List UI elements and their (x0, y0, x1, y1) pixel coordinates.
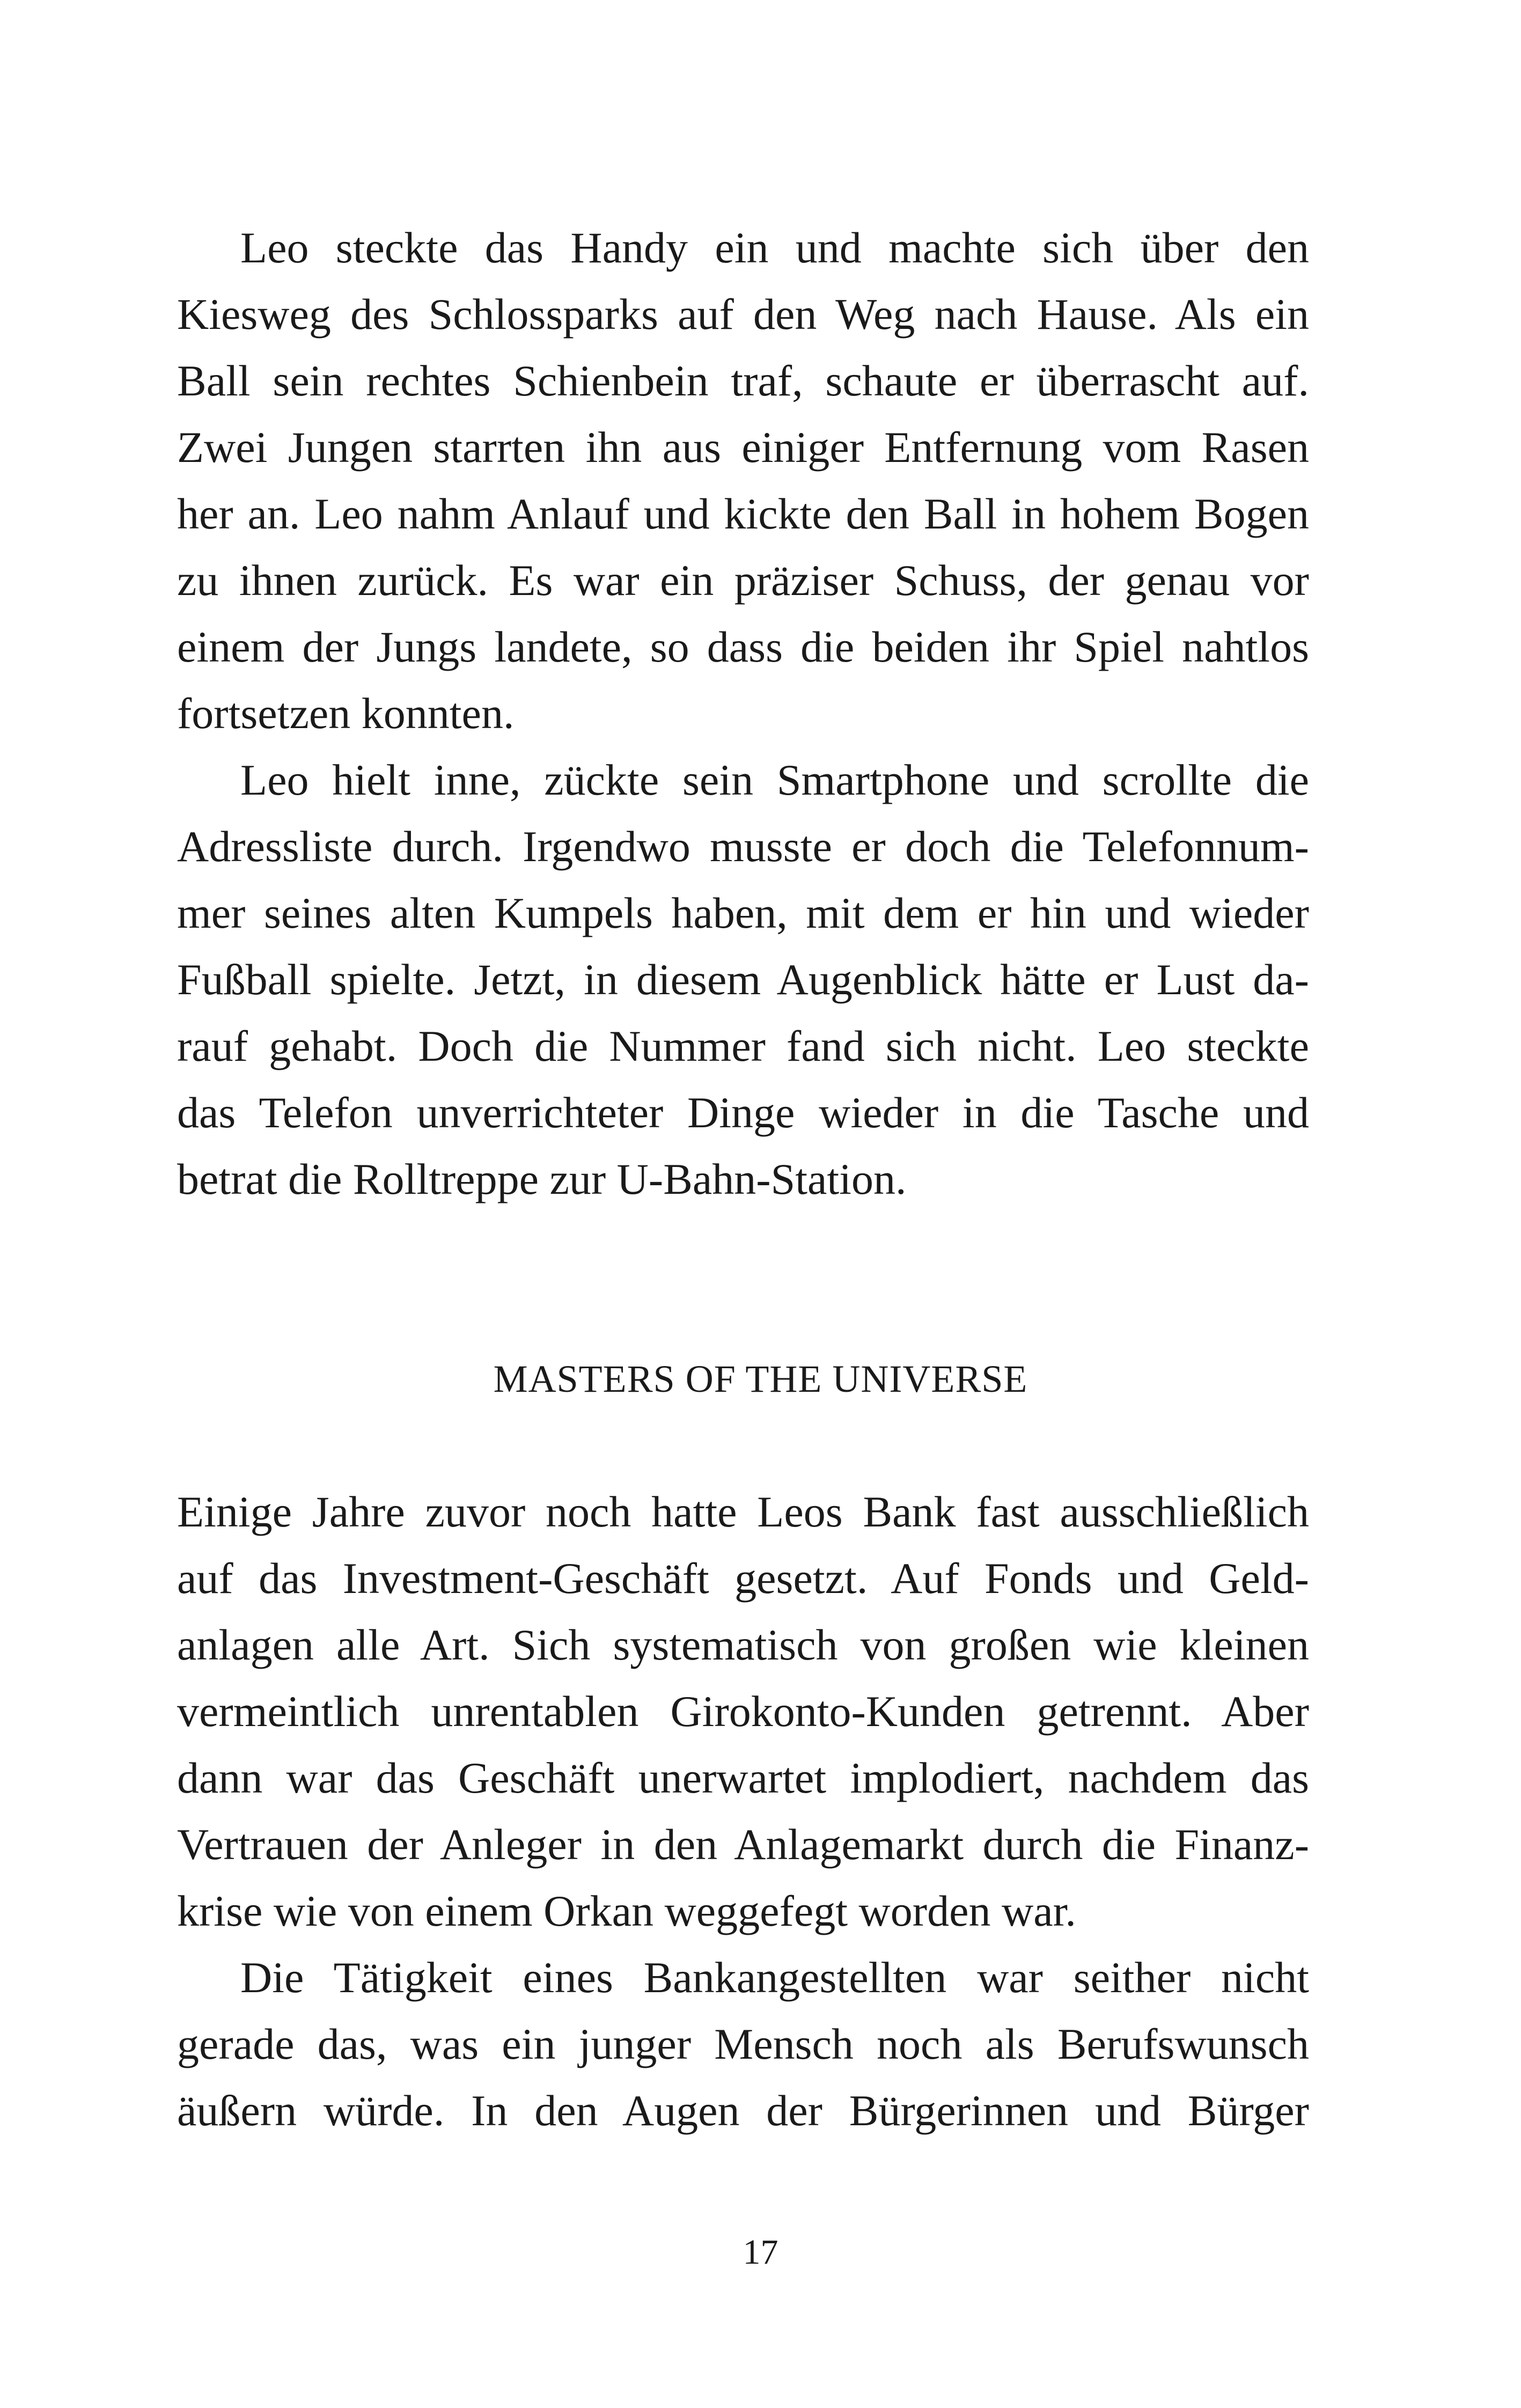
text-line: vermeintlich unrentablen Girokonto-Kunden getrennt. Aber (177, 1687, 1309, 1736)
text-line: einem der Jungs landete, so dass die beiden ihr Spiel nahtlos (177, 622, 1309, 671)
text-line: krise wie von einem Orkan weggefegt worden war. (177, 1886, 1076, 1935)
paragraph-4 (177, 1944, 1309, 2144)
text-line: Kiesweg des Schlossparks auf den Weg nach Hause. Als ein (177, 290, 1309, 339)
text-line: zu ihnen zurück. Es war ein präziser Schuss, der genau vor (177, 556, 1309, 605)
text-line: Einige Jahre zuvor noch hatte Leos Bank fast ausschließlich (177, 1487, 1309, 1536)
paragraph-1 (177, 215, 1309, 747)
text-line: das Telefon unverrichteter Dinge wieder in die Tasche und (177, 1088, 1309, 1137)
text-line: fortsetzen konnten. (177, 689, 515, 738)
text-line: dann war das Geschäft unerwartet implodiert, nachdem das (177, 1753, 1309, 1802)
text-line: auf das Investment-Geschäft gesetzt. Auf Fonds und Geld- (177, 1554, 1309, 1603)
text-line: betrat die Rolltreppe zur U-Bahn-Station. (177, 1155, 907, 1203)
chapter-heading: MASTERS OF THE UNIVERSE (493, 1357, 1028, 1400)
text-line: anlagen alle Art. Sich systematisch von großen wie kleinen (177, 1620, 1309, 1669)
text-line: Vertrauen der Anleger in den Anlagemarkt durch die Finanz- (177, 1820, 1309, 1869)
text-line: Leo steckte das Handy ein und machte sich über den (240, 223, 1309, 272)
text-line: Ball sein rechtes Schienbein traf, schaute er überrascht auf. (177, 356, 1309, 405)
text-line: Die Tätigkeit eines Bankangestellten war seither nicht (240, 1953, 1309, 2002)
text-line: mer seines alten Kumpels haben, mit dem er hin und wieder (177, 889, 1309, 937)
page-number: 17 (743, 2233, 778, 2272)
text-line: äußern würde. In den Augen der Bürgerinnen und Bürger (177, 2086, 1309, 2135)
text-line: Adressliste durch. Irgendwo musste er doch die Telefonnum- (177, 822, 1309, 871)
text-line: Leo hielt inne, zückte sein Smartphone und scrollte die (240, 755, 1309, 804)
paragraph-2 (177, 747, 1309, 1213)
text-line: gerade das, was ein junger Mensch noch als Berufswunsch (177, 2020, 1309, 2068)
text-line: her an. Leo nahm Anlauf und kickte den Ball in hohem Bogen (177, 489, 1309, 538)
text-line: Fußball spielte. Jetzt, in diesem Augenblick hätte er Lust da- (177, 955, 1309, 1004)
text-line: rauf gehabt. Doch die Nummer fand sich nicht. Leo steckte (177, 1022, 1309, 1070)
text-line: Zwei Jungen starrten ihn aus einiger Entfernung vom Rasen (177, 423, 1309, 472)
paragraph-3 (177, 1479, 1309, 1944)
